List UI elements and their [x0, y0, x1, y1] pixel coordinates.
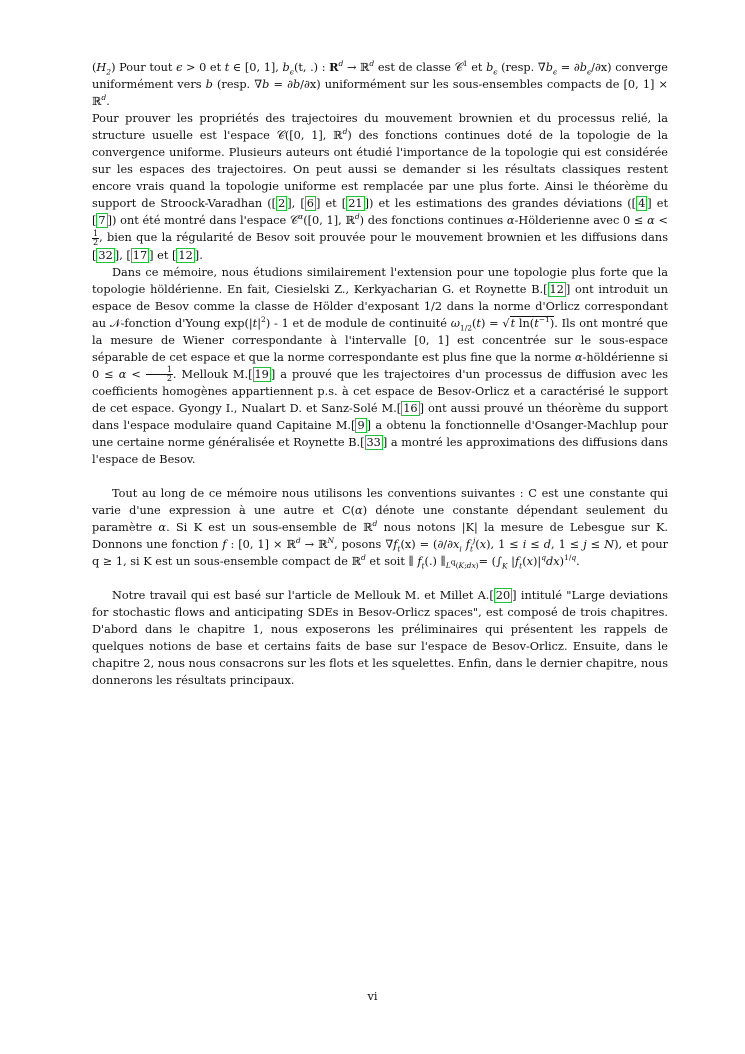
citation-link[interactable]: 6: [306, 197, 314, 210]
paragraph-1: Pour prouver les propriétés des trajectoires du mouvement brownien et du processus relié, la structure usuelle est l'espace 𝒞([0, 1], ℝ$^d$) des fonctions continues doté de la topologie de la convergence uniforme. Plusieurs auteurs ont étudié l'importance de la topologie qui est considérée sur les espaces des trajectoires. On peut aussi se demander si les résultats classiques restent encore vrais quand la topologie uniforme est remplacée par une plus forte. Ainsi le théorème du support de Stroock-Varadhan ([ 2 ], [ 6 ] et [ 21 ]) et les estimations des grandes déviations ([ 4 ] et [ 7 ]) ont été montré dans l'espace 𝒞$^\alpha$([0, 1], ℝ$^d$) des fonctions continues α-Hölderienne avec 0 ≤ α < $\frac{1}{2}$ , bien que la régularité de Besov soit prouvée pour le mouvement brownien et les diffusions dans [ 32 ], [ 17 ] et [ 12 ].: [92, 112, 668, 262]
article-title: Large deviations for stochastic flows and anticipating SDEs in Besov-Orlicz spaces: [92, 589, 668, 619]
citation-link[interactable]: 9: [357, 419, 365, 432]
citation-link[interactable]: 7: [98, 214, 106, 227]
citation-link[interactable]: 12: [178, 248, 193, 262]
citation-link[interactable]: 33: [366, 436, 381, 449]
citation-link[interactable]: 4: [638, 197, 646, 210]
citation-link[interactable]: 20: [495, 589, 511, 602]
page-number: vi: [367, 990, 378, 1003]
paragraph-3: Tout au long de ce mémoire nous utilisons les conventions suivantes : C est une constante qui varie d'une expression à une autre et C(α) dénote une constante dépendant seulement du paramètre α. Si K est un sous-ensemble de ℝ$^d$ nous notons |K| la mesure de Lebesgue sur K. Donnons une fonction f : [0, 1] × ℝ$^d$ → ℝ$^N$, posons $\nabla f_t(x) = (\partial/\partial x_i$ $f_t^j(x)$, 1 ≤ i ≤ d, 1 ≤ j ≤ N), et pour q ≥ 1, si K est un sous-ensemble compact de ℝ$^d$ et soit ∥ $f_t(.)$ $\parallel_{L^q(K;dx)}= (\int_K$ $|f_t(x)|^qdx)^{1/q}$.: [92, 487, 668, 571]
body-text: [92, 59, 668, 689]
citation-link[interactable]: 12: [549, 282, 564, 296]
citation-link[interactable]: 19: [254, 367, 269, 381]
paragraph-2: Dans ce mémoire, nous étudions similairement l'extension pour une topologie plus forte que la topologie höldérienne. En fait, Ciesielski Z., Kerkyacharian G. et Roynette B.[ 12 ] ont introduit un espace de Besov comme la classe de Hölder d'exposant 1/2 dans la norme d'Orlicz correspondant au 𝒩-fonction d'Young $\exp(|t|^2) - 1$ et de module de continuité $\omega_{1/2}(t) = √t$ $\ln(t^{-1})$. Ils ont montré que la mesure de Wiener correspondante à l'intervalle [0, 1] est concentrée sur le sous-espace séparable de cet espace et que la norme correspondante est plus fine que la norme α-höldérienne si 0 ≤ α < $\frac{1}{2}$ . Mellouk M.[ 19 ] a prouvé que les trajectoires d'un processus de diffusion avec les coefficients homogènes appartiennent p.s. à cet espace de Besov-Orlicz et a caractérisé le support de cet espace. Gyongy I., Nualart D. et Sanz-Solé M.[ 16 ] ont aussi prouvé un théorème du support dans l'espace modulaire quand Capitaine M.[ 9 ] a obtenu la fonctionnelle d'Osanger-Machlup pour une certaine norme généralisée et Roynette B.[ 33 ] a montré les approximations des diffusions dans l'espace de Besov.: [92, 265, 669, 466]
paragraph-4: Notre travail qui est basé sur l'article de Mellouk M. et Millet A.[ 20 ] intitulé "Large deviations for stochastic flows and anticipating SDEs in Besov-Orlicz spaces", est composé de trois chapitres. D'abord dans le chapitre 1, nous exposerons les préliminaires qui présentent les rappels de quelques notions de base et certains faits de base sur l'espace de Besov-Orlicz. Ensuite, dans le chapitre 2, nous nous consacrons sur les flots et les squelettes. Enfin, dans le dernier chapitre, nous donnerons les résultats principaux.: [92, 589, 668, 687]
citation-link[interactable]: 17: [132, 248, 148, 262]
citation-link[interactable]: 2: [278, 197, 286, 210]
hypothesis-h2: $(H_2)$ Pour tout ϵ > 0 et t ∈ [0, 1], $b_\epsilon(t$, .) : $R^d$ → ℝ$^d$ est de classe 𝒞$^1$ et $b_\epsilon$ (resp. $\nabla b_\epsilon = \partial b_\epsilon/\partial x$) converge uniformément vers b (resp. ∇b = ∂b/∂x) uniformément sur les sous-ensembles compacts de [0, 1] × ℝ$^d$.: [92, 59, 669, 108]
citation-link[interactable]: 32: [98, 248, 113, 262]
citation-link[interactable]: 21: [348, 197, 363, 210]
citation-link[interactable]: 16: [403, 402, 418, 415]
